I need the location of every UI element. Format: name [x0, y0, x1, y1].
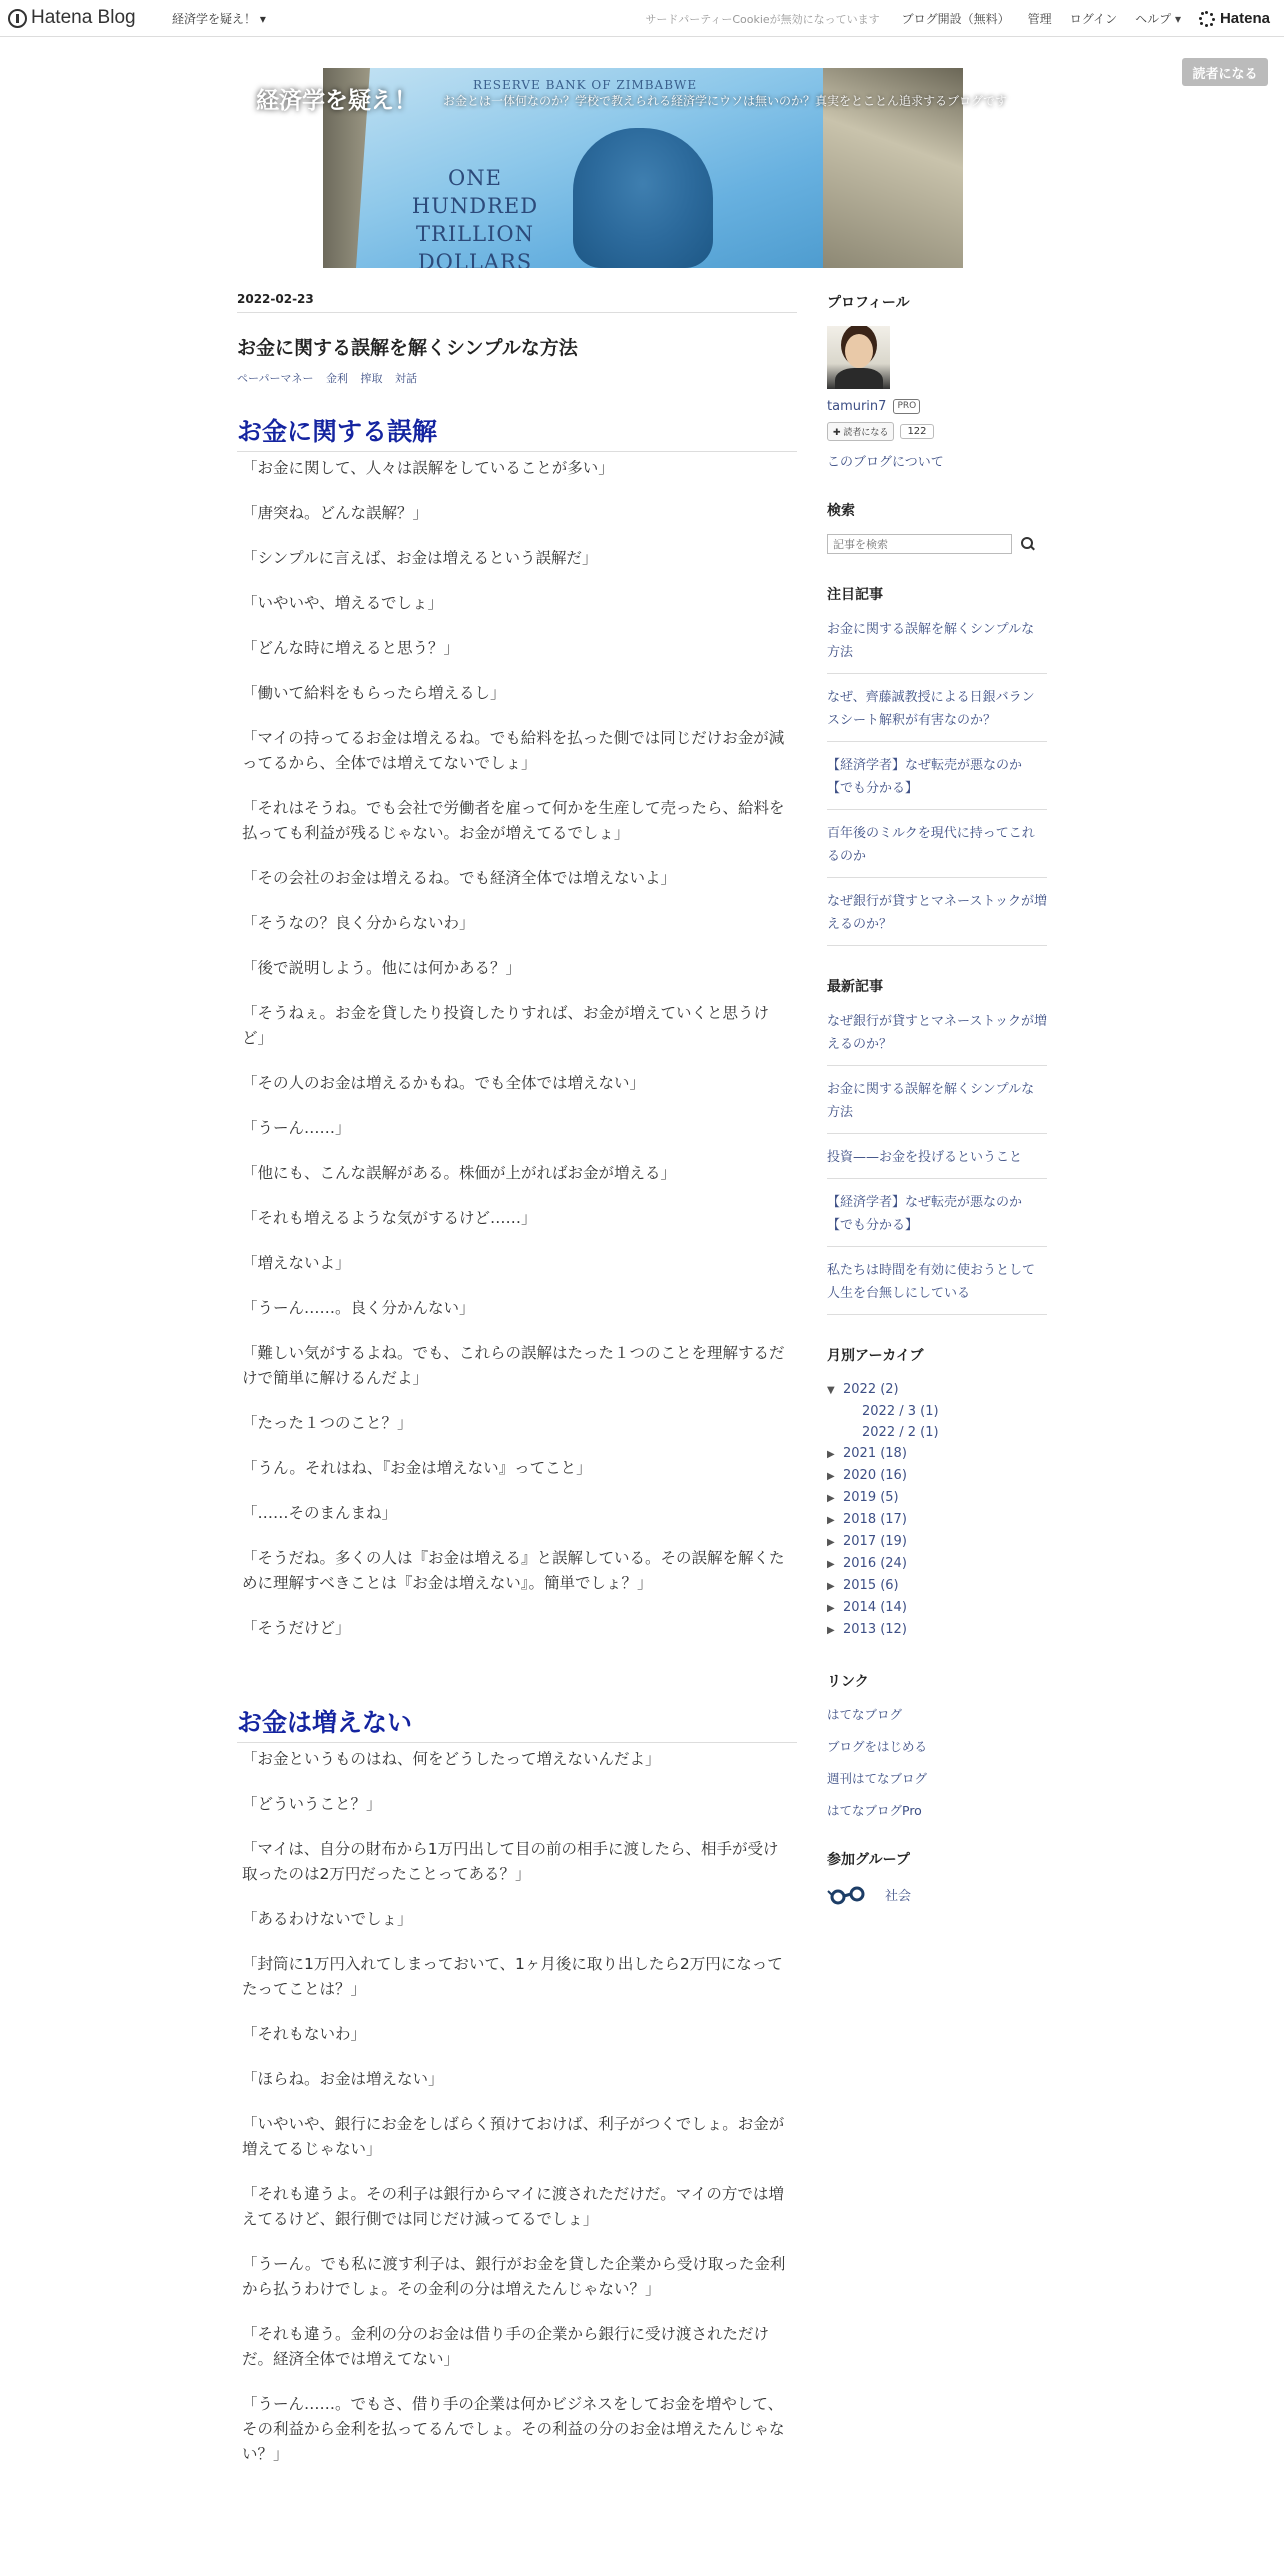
entry-paragraph: 「それはそうね。でも会社で労働者を雇って何かを生産して売ったら、給料を払っても利益が残るじゃない。お金が増えてるでしょ」	[242, 799, 785, 842]
entry-paragraph: 「うーん……。良く分かんない」	[242, 1299, 475, 1317]
archive-module	[827, 1345, 1047, 1641]
entry-paragraph: 「いやいや、銀行にお金をしばらく預けておけば、利子がつくでしょ。お金が増えてるじゃない」	[242, 2115, 785, 2158]
section-heading: お金は増えない	[237, 1703, 797, 1743]
avatar-face	[845, 334, 873, 368]
start-blog-link[interactable]: ブログ開設（無料）	[901, 12, 1010, 26]
triangle-right-icon[interactable]: ▶	[827, 1537, 835, 1548]
hatena-dots-icon	[1199, 11, 1215, 27]
profile-username-link[interactable]: tamurin7	[827, 399, 887, 414]
entry-paragraph: 「それも増えるような気がするけど……」	[242, 1209, 537, 1227]
module-title: 検索	[827, 503, 855, 519]
triangle-right-icon[interactable]: ▶	[827, 1625, 835, 1636]
cookie-notice: サードパーティーCookieが無効になっています	[645, 12, 880, 26]
sidebar	[827, 292, 1047, 1935]
category-link[interactable]: 金利	[325, 372, 348, 385]
help-label: ヘルプ	[1135, 12, 1172, 26]
triangle-right-icon[interactable]: ▶	[827, 1471, 835, 1482]
blog-menu-label: 経済学を疑え！	[172, 12, 257, 26]
section-heading: お金に関する誤解	[237, 412, 797, 452]
archive-year	[827, 1443, 1047, 1465]
entry-paragraph: 「その人のお金は増えるかもね。でも全体では増えない」	[242, 1074, 646, 1092]
entry-paragraph: 「どんな時に増えると思う？」	[242, 639, 460, 657]
archive-year-link[interactable]: 2013 (12)	[843, 1622, 907, 1637]
entry-paragraph: 「シンプルに言えば、お金は増えるという誤解だ」	[242, 549, 598, 567]
module-title: 月別アーカイブ	[827, 1348, 924, 1364]
entry-paragraph: 「そうだね。多くの人は『お金は増える』と誤解している。その誤解を解くために理解すべきことは『お金は増えない』。簡単でしょ？」	[242, 1549, 785, 1592]
glasses-icon	[827, 1883, 869, 1905]
entry-paragraph: 「うん。それはね、『お金は増えない』ってこと」	[242, 1459, 592, 1477]
plus-icon: ✚	[833, 428, 841, 438]
recent-entry-link[interactable]: 投資——お金を投げるということ	[827, 1146, 1047, 1179]
entry-paragraph: 「……そのまんまね」	[242, 1504, 398, 1522]
entry-paragraph: 「マイの持ってるお金は増えるね。でも給料を払った側では同じだけお金が減ってるから、全体では増えてないでしょ」	[242, 729, 785, 772]
featured-list	[827, 618, 1047, 946]
entry-paragraph: 「増えないよ」	[242, 1254, 351, 1272]
about-blog-link[interactable]: このブログについて	[827, 455, 944, 470]
triangle-right-icon[interactable]: ▶	[827, 1559, 835, 1570]
featured-entry-link[interactable]: 百年後のミルクを現代に持ってこれるのか	[827, 822, 1047, 878]
blog-title[interactable]: 経済学を疑え！	[256, 88, 417, 114]
entry-paragraph: 「難しい気がするよね。でも、これらの誤解はたった１つのことを理解するだけで簡単に解けるんだよ」	[242, 1344, 785, 1387]
archive-year	[827, 1619, 1047, 1641]
help-menu[interactable]	[1135, 10, 1181, 27]
triangle-right-icon[interactable]: ▶	[827, 1493, 835, 1504]
category-link[interactable]: 対話	[394, 372, 417, 385]
links-list	[827, 1705, 1047, 1819]
global-header	[0, 0, 1284, 37]
subscribe-button[interactable]: 読者になる	[1182, 58, 1268, 86]
profile-subscribe-button[interactable]	[827, 422, 894, 441]
sidebar-link[interactable]: はてなブログPro	[827, 1803, 922, 1818]
entry-paragraph: 「うーん……」	[242, 1119, 351, 1137]
entry-paragraph: 「後で説明しよう。他には何かある？」	[242, 959, 522, 977]
subscriber-count[interactable]: 122	[900, 424, 933, 439]
banknote-bank-text: RESERVE BANK OF ZIMBABWE	[473, 78, 698, 92]
recent-entry-link[interactable]: なぜ銀行が貸すとマネーストックが増えるのか？	[827, 1010, 1047, 1066]
archive-year-link[interactable]: 2022 (2)	[843, 1382, 899, 1397]
entry-paragraph: 「どういうこと？」	[242, 1795, 382, 1813]
triangle-right-icon[interactable]: ▶	[827, 1449, 835, 1460]
entry-paragraph: 「それも違うよ。その利子は銀行からマイに渡されただけだ。マイの方では増えてるけど、銀行側では同じだけ減ってるでしょ」	[242, 2185, 784, 2228]
search-icon[interactable]	[1021, 537, 1035, 551]
archive-year	[827, 1465, 1047, 1487]
category-link[interactable]: 搾取	[360, 372, 383, 385]
archive-month-link[interactable]: 2022 / 2 (1)	[862, 1425, 939, 1440]
sidebar-link[interactable]: はてなブログ	[827, 1707, 903, 1722]
archive-year-link[interactable]: 2021 (18)	[843, 1446, 907, 1461]
entry-paragraph: 「お金というものはね、何をどうしたって増えないんだよ」	[242, 1750, 661, 1768]
links-module	[827, 1671, 1047, 1819]
entry-paragraph: 「うーん。でも私に渡す利子は、銀行がお金を貸した企業から受け取った金利から払うわけでしょ。その金利の分は増えたんじゃない？」	[242, 2255, 786, 2298]
entry-paragraph: 「お金に関して、人々は誤解をしていることが多い」	[242, 459, 614, 477]
entry-paragraph: 「そうなの？良く分からないわ」	[242, 914, 475, 932]
logo-text: Hatena Blog	[31, 7, 136, 28]
archive-list	[827, 1379, 1047, 1641]
search-input[interactable]	[827, 534, 1012, 554]
featured-module	[827, 584, 1047, 946]
hatena-blog-logo[interactable]	[8, 7, 136, 29]
section-spacer	[237, 1661, 797, 1703]
admin-link[interactable]: 管理	[1027, 12, 1052, 26]
featured-entry-link[interactable]: なぜ、齊藤誠教授による日銀バランスシート解釈が有害なのか？	[827, 686, 1047, 742]
pro-badge: PRO	[893, 399, 920, 414]
archive-year-link[interactable]: 2016 (24)	[843, 1556, 907, 1571]
entry-paragraph: 「そうねぇ。お金を貸したり投資したりすれば、お金が増えていくと思うけど」	[242, 1004, 770, 1047]
archive-year-link[interactable]: 2020 (16)	[843, 1468, 907, 1483]
module-title: リンク	[827, 1674, 869, 1690]
triangle-down-icon[interactable]: ▼	[827, 1385, 835, 1396]
profile-module	[827, 292, 1047, 470]
module-title: 最新記事	[827, 979, 883, 995]
entry-paragraph: 「うーん……。でもさ、借り手の企業は何かビジネスをしてお金を増やして、その利益から金利を払ってるんでしょ。その利益の分のお金は増えたんじゃない？」	[242, 2395, 785, 2463]
entry-paragraph: 「それも違う。金利の分のお金は借り手の企業から銀行に受け渡されただけだ。経済全体では増えてない」	[242, 2325, 770, 2368]
entry-paragraph: 「マイは、自分の財布から1万円出して目の前の相手に渡したら、相手が受け取ったのは2万円だったことってある？」	[242, 1840, 779, 1883]
triangle-right-icon[interactable]: ▶	[827, 1581, 835, 1592]
archive-year-link[interactable]: 2015 (6)	[843, 1578, 899, 1593]
sidebar-link[interactable]: ブログをはじめる	[827, 1739, 928, 1754]
sidebar-link[interactable]: 週刊はてなブログ	[827, 1771, 928, 1786]
archive-year	[827, 1597, 1047, 1619]
archive-year	[827, 1487, 1047, 1509]
hatena-menu[interactable]	[1199, 10, 1270, 27]
entry-paragraph: 「唐突ね。どんな誤解？」	[242, 504, 429, 522]
archive-year-link[interactable]: 2019 (5)	[843, 1490, 899, 1505]
entry-paragraph: 「ほらね。お金は増えない」	[242, 2070, 444, 2088]
search-module	[827, 500, 1047, 554]
avatar[interactable]	[827, 326, 890, 389]
banknote-denomination-text: ONE HUNDRED TRILLION DOLLARS	[411, 166, 539, 268]
entry-paragraph: 「そうだけど」	[242, 1619, 351, 1637]
entry-paragraph: 「いやいや、増えるでしょ」	[242, 594, 444, 612]
entry-paragraph: 「それもないわ」	[242, 2025, 367, 2043]
featured-entry-link[interactable]: 【経済学者】なぜ転売が悪なのか【でも分かる】	[827, 754, 1047, 810]
entry-paragraph: 「たった１つのこと？」	[242, 1414, 413, 1432]
groups-module	[827, 1849, 1047, 1905]
blog-menu-button[interactable]	[172, 10, 266, 27]
featured-entry-link[interactable]: お金に関する誤解を解くシンプルな方法	[827, 618, 1047, 674]
hatena-blog-logo-icon	[8, 9, 27, 28]
module-title: プロフィール	[827, 295, 910, 311]
archive-year	[827, 1379, 1047, 1401]
triangle-right-icon[interactable]: ▶	[827, 1603, 835, 1614]
main-content	[237, 292, 797, 2487]
entry-paragraph: 「その会社のお金は増えるね。でも経済全体では増えないよ」	[242, 869, 677, 887]
archive-year-link[interactable]: 2014 (14)	[843, 1600, 907, 1615]
chevron-down-icon: ▾	[259, 12, 266, 26]
blog-description: お金とは一体何なのか？学校で教えられる経済学にウソは無いのか？真実をとことん追求するブログです	[443, 94, 1008, 108]
entry-paragraph: 「あるわけないでしょ」	[242, 1910, 413, 1928]
recent-entry-link[interactable]: 私たちは時間を有効に使おうとして人生を台無しにしている	[827, 1259, 1047, 1315]
login-link[interactable]: ログイン	[1069, 12, 1118, 26]
archive-year	[827, 1575, 1047, 1597]
archive-month-link[interactable]: 2022 / 3 (1)	[862, 1404, 939, 1419]
archive-year	[827, 1531, 1047, 1553]
archive-year-link[interactable]: 2017 (19)	[843, 1534, 907, 1549]
entry-categories	[237, 370, 797, 386]
balancing-rocks-art	[573, 128, 713, 268]
archive-month	[827, 1422, 1047, 1443]
entry-paragraph: 「働いて給料をもらったら増えるし」	[242, 684, 506, 702]
module-title: 注目記事	[827, 587, 883, 603]
profile-subscribe-label: 読者になる	[843, 428, 889, 438]
recent-list	[827, 1010, 1047, 1315]
entry-title[interactable]: お金に関する誤解を解くシンプルな方法	[237, 337, 578, 359]
archive-year	[827, 1509, 1047, 1531]
recent-entry-link[interactable]: お金に関する誤解を解くシンプルな方法	[827, 1078, 1047, 1134]
category-link[interactable]: ペーパーマネー	[237, 372, 314, 385]
recent-entry-link[interactable]: 【経済学者】なぜ転売が悪なのか【でも分かる】	[827, 1191, 1047, 1247]
entry-paragraph: 「他にも、こんな誤解がある。株価が上がればお金が増える」	[242, 1164, 677, 1182]
featured-entry-link[interactable]: なぜ銀行が貸すとマネーストックが増えるのか？	[827, 890, 1047, 946]
entry-body	[237, 412, 797, 2467]
recent-module	[827, 976, 1047, 1315]
archive-year-link[interactable]: 2018 (17)	[843, 1512, 907, 1527]
avatar-body	[835, 368, 883, 389]
archive-month	[827, 1401, 1047, 1422]
module-title: 参加グループ	[827, 1852, 910, 1868]
archive-year	[827, 1553, 1047, 1575]
entry-date[interactable]: 2022-02-23	[237, 292, 797, 313]
triangle-right-icon[interactable]: ▶	[827, 1515, 835, 1526]
hatena-label: Hatena	[1219, 10, 1270, 27]
entry-paragraph: 「封筒に1万円入れてしまっておいて、1ヶ月後に取り出したら2万円になってたってことは？」	[242, 1955, 783, 1998]
chevron-down-icon: ▾	[1174, 12, 1181, 26]
group-link[interactable]: 社会	[885, 1888, 912, 1904]
